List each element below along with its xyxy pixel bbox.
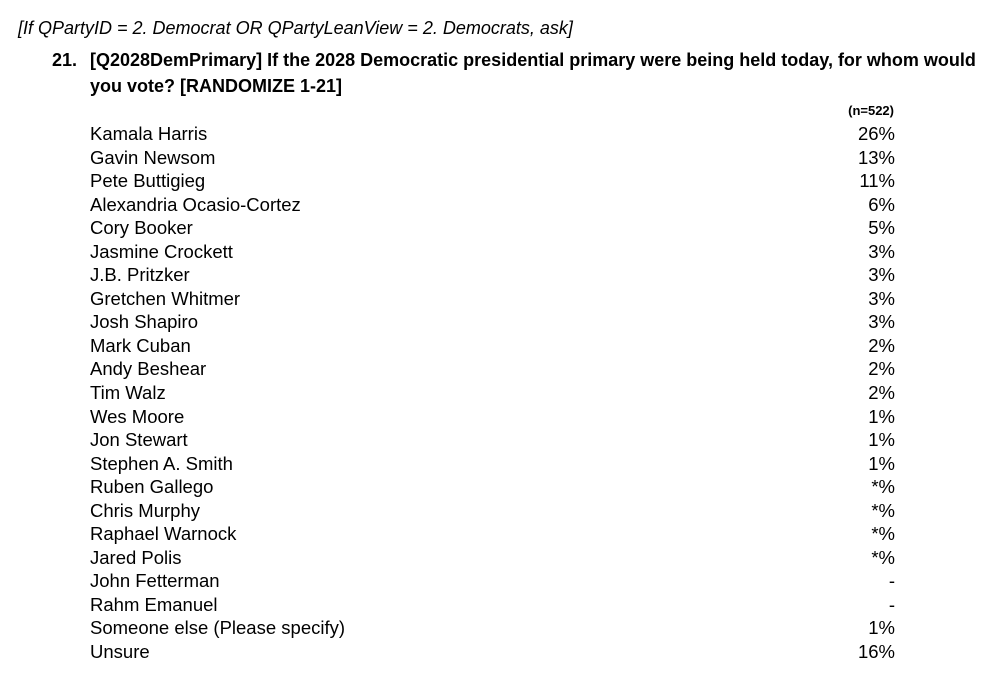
candidate-percent: 2% bbox=[868, 382, 895, 404]
table-row bbox=[90, 452, 895, 476]
candidate-name: J.B. Pritzker bbox=[90, 264, 190, 286]
table-row bbox=[90, 310, 895, 334]
question-text: [Q2028DemPrimary] If the 2028 Democratic presidential primary were being held today, for whom would you vote? [RANDOMIZE 1-21] bbox=[90, 50, 976, 96]
candidate-percent: 3% bbox=[868, 287, 895, 309]
table-row bbox=[90, 357, 895, 381]
table-row bbox=[90, 381, 895, 405]
candidate-percent: 1% bbox=[868, 405, 895, 427]
candidate-name: Someone else (Please specify) bbox=[90, 617, 346, 639]
candidate-name: Josh Shapiro bbox=[90, 311, 198, 333]
candidate-name: Alexandria Ocasio-Cortez bbox=[90, 193, 301, 215]
candidate-name: Unsure bbox=[90, 641, 150, 663]
candidate-name: Gretchen Whitmer bbox=[90, 287, 241, 309]
candidate-percent: 3% bbox=[868, 264, 895, 286]
question-condition: [If QPartyID = 2. Democrat OR QPartyLeanView = 2. Democrats, ask] bbox=[18, 18, 573, 38]
candidate-name: Stephen A. Smith bbox=[90, 452, 233, 474]
table-row bbox=[90, 169, 895, 193]
sample-size-header: (n=522) bbox=[848, 103, 894, 118]
candidate-percent: *% bbox=[871, 523, 895, 545]
candidate-percent: 11% bbox=[859, 170, 895, 192]
table-row bbox=[90, 240, 895, 264]
candidate-name: Chris Murphy bbox=[90, 499, 200, 521]
candidate-percent: 26% bbox=[857, 123, 895, 144]
candidate-name: Gavin Newsom bbox=[90, 146, 216, 168]
candidate-name: Jasmine Crockett bbox=[90, 240, 233, 262]
candidate-percent: 2% bbox=[868, 358, 895, 380]
table-row bbox=[90, 405, 895, 429]
candidate-name: Kamala Harris bbox=[90, 123, 208, 144]
table-row bbox=[90, 616, 895, 640]
table-row bbox=[90, 334, 895, 358]
candidate-percent: - bbox=[888, 570, 895, 592]
candidate-percent: 3% bbox=[868, 311, 895, 333]
candidate-percent: - bbox=[888, 593, 895, 615]
table-row bbox=[90, 593, 895, 617]
candidate-percent: 5% bbox=[868, 217, 895, 239]
table-row bbox=[90, 475, 895, 499]
candidate-name: Ruben Gallego bbox=[90, 476, 214, 498]
candidate-percent: *% bbox=[871, 546, 895, 568]
results-table bbox=[90, 122, 895, 664]
table-row bbox=[90, 146, 895, 170]
candidate-percent: 16% bbox=[857, 641, 895, 663]
table-row bbox=[90, 640, 895, 664]
candidate-percent: *% bbox=[871, 476, 895, 498]
candidate-name: Cory Booker bbox=[90, 217, 193, 239]
question-block bbox=[52, 47, 982, 99]
candidate-name: Mark Cuban bbox=[90, 334, 191, 356]
candidate-name: Andy Beshear bbox=[90, 358, 207, 380]
table-row bbox=[90, 287, 895, 311]
candidate-percent: 1% bbox=[868, 429, 895, 451]
table-row bbox=[90, 216, 895, 240]
candidate-name: Tim Walz bbox=[90, 382, 166, 404]
candidate-percent: 3% bbox=[868, 240, 895, 262]
table-row bbox=[90, 522, 895, 546]
table-row bbox=[90, 428, 895, 452]
table-row bbox=[90, 193, 895, 217]
candidate-name: Wes Moore bbox=[90, 405, 185, 427]
candidate-percent: 1% bbox=[868, 452, 895, 474]
candidate-name: Raphael Warnock bbox=[90, 523, 237, 545]
candidate-name: Jon Stewart bbox=[90, 429, 188, 451]
candidate-percent: *% bbox=[871, 499, 895, 521]
table-row bbox=[90, 546, 895, 570]
candidate-name: John Fetterman bbox=[90, 570, 220, 592]
candidate-percent: 1% bbox=[868, 617, 895, 639]
table-row bbox=[90, 263, 895, 287]
candidate-percent: 6% bbox=[868, 193, 895, 215]
candidate-name: Rahm Emanuel bbox=[90, 593, 218, 615]
candidate-name: Pete Buttigieg bbox=[90, 170, 206, 192]
table-row bbox=[90, 569, 895, 593]
table-row bbox=[90, 499, 895, 523]
candidate-name: Jared Polis bbox=[90, 546, 182, 568]
candidate-percent: 13% bbox=[857, 146, 895, 168]
question-number: 21. bbox=[52, 50, 78, 70]
table-row bbox=[90, 122, 895, 146]
candidate-percent: 2% bbox=[868, 334, 895, 356]
